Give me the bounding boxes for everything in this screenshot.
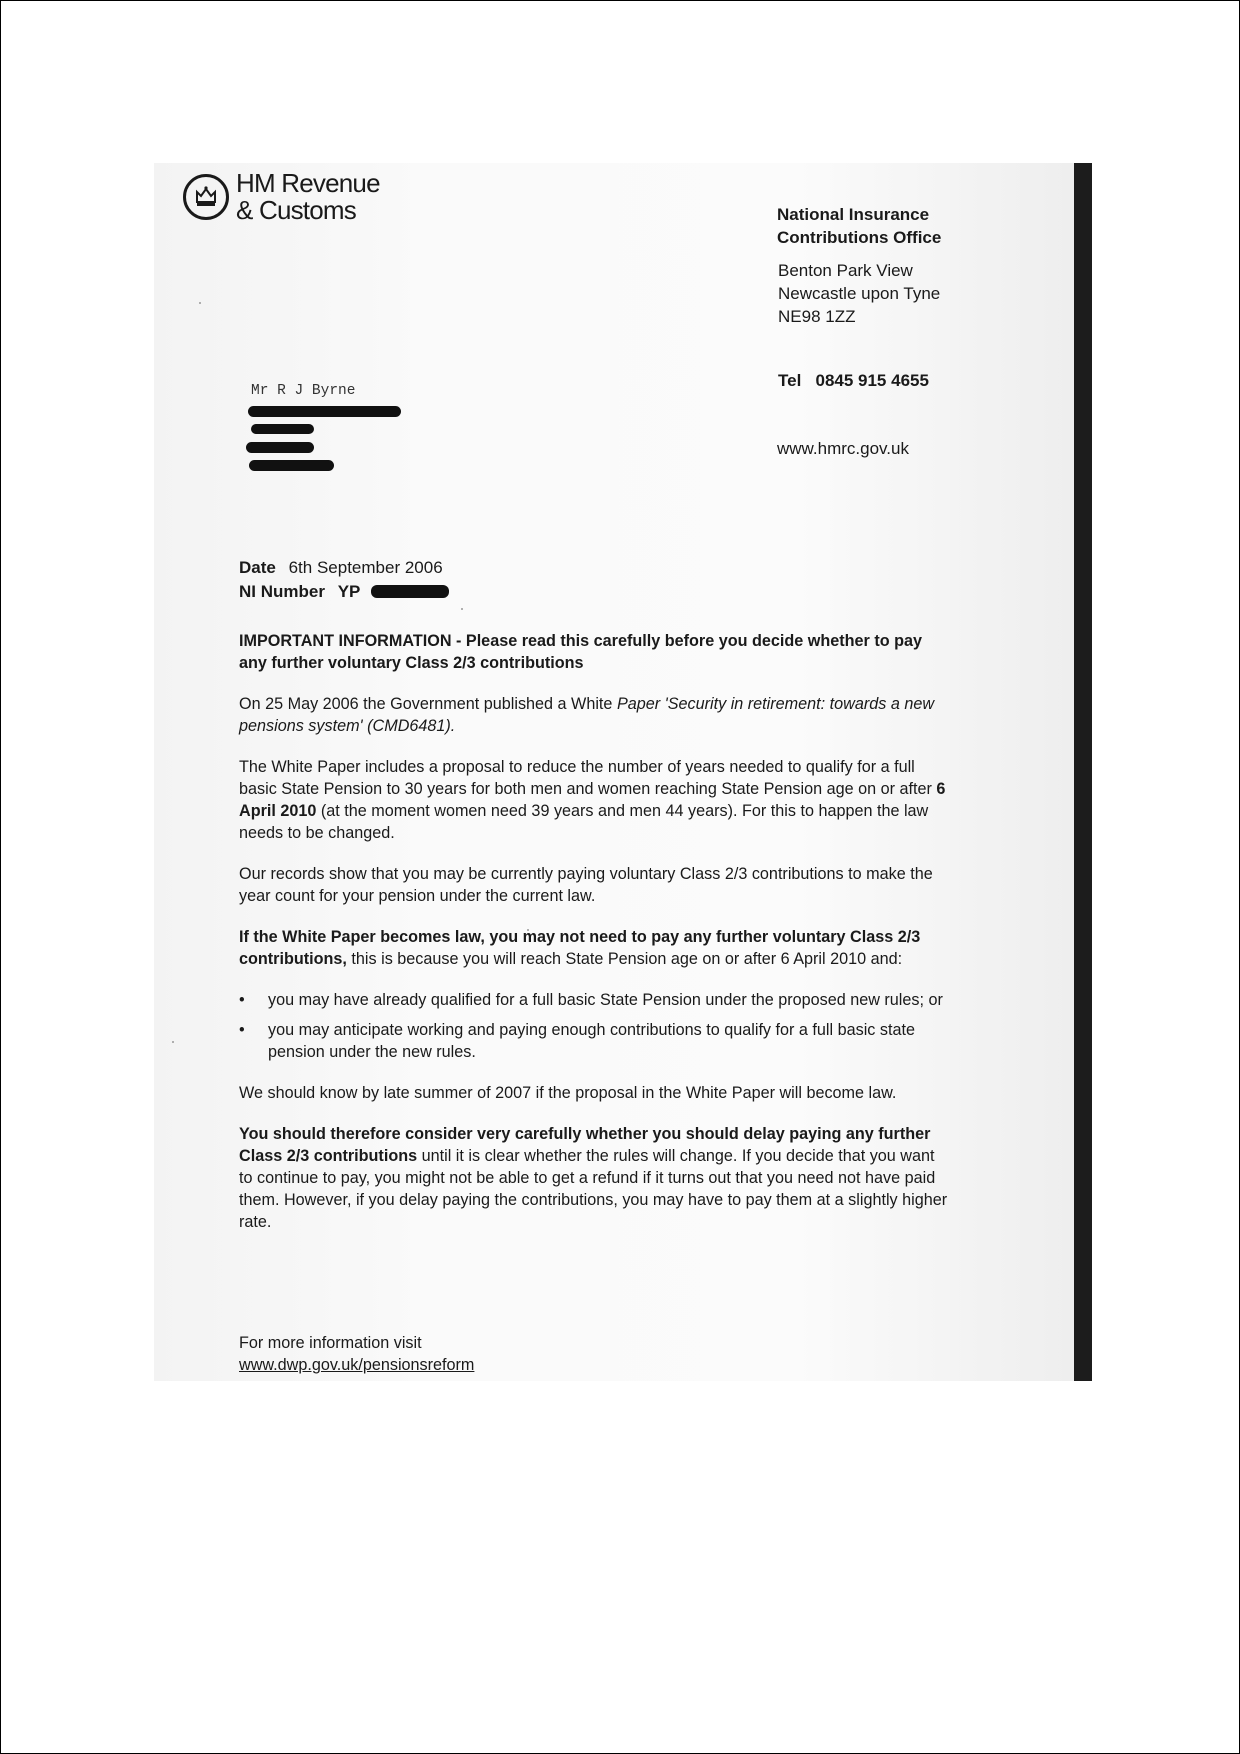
dwp-pensions-link[interactable]: www.dwp.gov.uk/pensionsreform bbox=[239, 1356, 475, 1374]
date-row bbox=[239, 556, 449, 580]
letter-body bbox=[239, 630, 949, 1252]
date-value: 6th September 2006 bbox=[288, 558, 443, 577]
list-item: • you may have already qualified for a full basic State Pension under the proposed new rules; or bbox=[239, 989, 949, 1011]
scan-speck bbox=[172, 1041, 174, 1043]
sender-address bbox=[778, 259, 940, 328]
paragraph-5: We should know by late summer of 2007 if the proposal in the White Paper will become law. bbox=[239, 1084, 897, 1102]
tel-number: 0845 915 4655 bbox=[815, 371, 929, 390]
logo-line-1: HM Revenue bbox=[236, 168, 380, 198]
address-line-2: Newcastle upon Tyne bbox=[778, 284, 941, 303]
paragraph-2 bbox=[239, 756, 949, 844]
important-heading-text: IMPORTANT INFORMATION - Please read this carefully before you decide whether to pay any further voluntary Class 2/3 contributions bbox=[239, 632, 922, 672]
address-line-3: NE98 1ZZ bbox=[778, 307, 856, 326]
p6-text-after: until it is clear whether the rules will change. If you decide that you want to continue to pay, you might not be able to get a refund if it turns out that you need not have paid them. However, if you delay paying the contributions, you may have to pay them at a slightly higher rate. bbox=[239, 1147, 948, 1231]
list-item: • you may anticipate working and paying enough contributions to qualify for a full basic state pension under the new rules. bbox=[239, 1019, 949, 1063]
hmrc-logo bbox=[183, 170, 380, 224]
p4-bold-text: If the White Paper becomes law, you may not need to pay any further voluntary Class 2/3 contributions, bbox=[239, 928, 921, 968]
tel-label: Tel bbox=[778, 371, 802, 390]
redaction-bar bbox=[248, 406, 401, 417]
date-label: Date bbox=[239, 558, 276, 577]
more-info-text: For more information visit bbox=[239, 1334, 422, 1352]
crown-crest-icon bbox=[183, 174, 229, 220]
logo-line-2: & Customs bbox=[236, 195, 356, 225]
redaction-bar bbox=[251, 424, 314, 434]
p2-bold-date: 6 April 2010 bbox=[239, 780, 946, 820]
ni-label: NI Number bbox=[239, 582, 325, 601]
letter-meta bbox=[239, 556, 449, 604]
address-line-1: Benton Park View bbox=[778, 261, 913, 280]
recipient-name: Mr R J Byrne bbox=[251, 383, 356, 399]
paragraph-4 bbox=[239, 926, 949, 970]
p1-italic-text: Paper 'Security in retirement: towards a new pensions system' (CMD6481). bbox=[239, 695, 935, 735]
paragraph-1 bbox=[239, 693, 949, 737]
scan-speck bbox=[199, 302, 201, 304]
conditions-list bbox=[239, 989, 949, 1063]
office-line-2: Contributions Office bbox=[777, 228, 942, 247]
ni-redaction-bar bbox=[371, 585, 449, 598]
ni-row bbox=[239, 580, 449, 604]
p2-text-before: The White Paper includes a proposal to reduce the number of years needed to qualify for a full basic State Pension to 30 years for both men and women reaching State Pension age on or after bbox=[239, 758, 937, 798]
p1-text: On 25 May 2006 the Government published a White bbox=[239, 695, 617, 713]
important-heading bbox=[239, 630, 949, 674]
scan-edge-shadow bbox=[1074, 163, 1092, 1381]
p2-text-after: (at the moment women need 39 years and men 44 years). For this to happen the law needs to be changed. bbox=[239, 802, 929, 842]
sender-website: www.hmrc.gov.uk bbox=[777, 439, 909, 458]
more-info bbox=[239, 1332, 474, 1376]
office-line-1: National Insurance bbox=[777, 205, 930, 224]
redaction-bar bbox=[246, 442, 314, 453]
p6-bold-text: You should therefore consider very carefully whether you should delay paying any further Class 2/3 contributions bbox=[239, 1125, 931, 1165]
sender-office bbox=[777, 203, 941, 249]
ni-value: YP bbox=[337, 582, 361, 601]
p4-text-after: this is because you will reach State Pension age on or after 6 April 2010 and: bbox=[346, 950, 903, 968]
redaction-bar bbox=[249, 460, 334, 471]
sender-telephone bbox=[778, 371, 929, 391]
paragraph-3: Our records show that you may be currently paying voluntary Class 2/3 contributions to make the year count for your pension under the current law. bbox=[239, 865, 933, 905]
scan-speck bbox=[461, 608, 463, 610]
paragraph-6 bbox=[239, 1123, 949, 1233]
